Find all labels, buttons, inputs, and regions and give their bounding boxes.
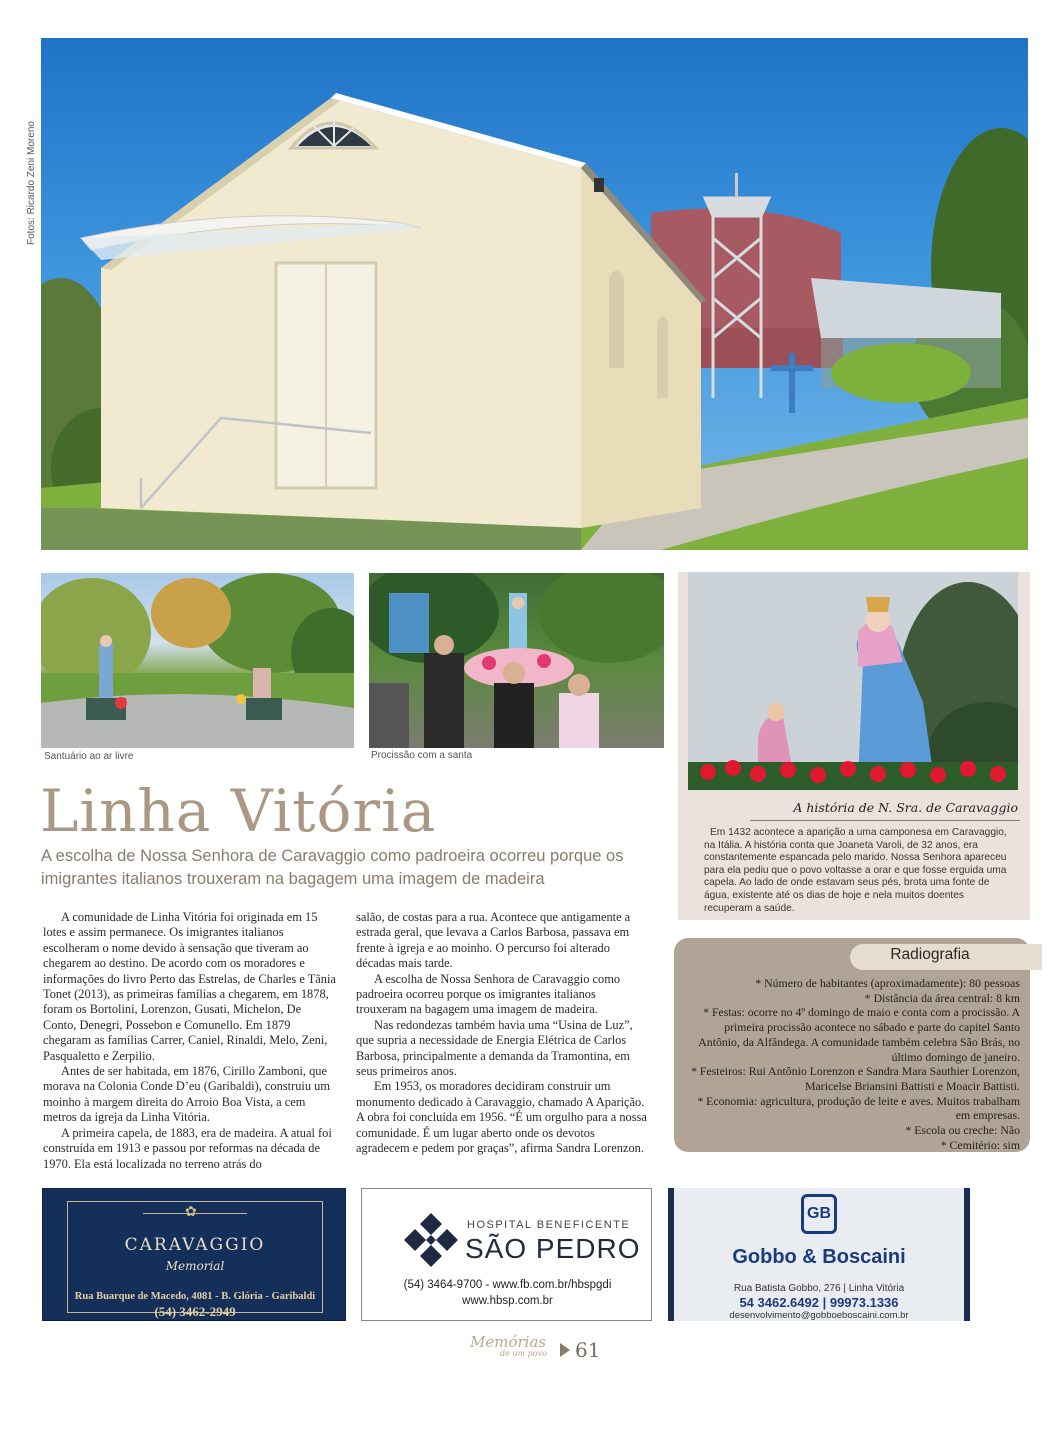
ad-gobbo-phones: 54 3462.6492 | 99973.1336 <box>739 1295 899 1310</box>
gobbo-logo-icon: GB <box>801 1194 837 1234</box>
radiografia-title: Radiografia <box>890 946 970 963</box>
page-arrow-icon <box>560 1343 570 1357</box>
page-number: 61 <box>575 1338 601 1362</box>
paragraph: Antes de ser habitada, em 1876, Cirillo Zamboni, que morava na Colonia Conde D’eu (Garibaldi), construiu um moinho à margem direita do Arroio Boa Vista, a cem metros da igreja da Linha Vitória. <box>43 1064 330 1125</box>
article-subtitle: A escolha de Nossa Senhora de Caravaggio como padroeira ocorreu porque os imigrantes italianos trouxeram na bagagem uma imagem de madeira <box>41 847 624 888</box>
ad-gobbo-email: desenvolvimento@gobboeboscaini.com.br <box>729 1310 909 1321</box>
photo-outdoor-sanctuary <box>41 573 354 748</box>
ad-hospital-sao-pedro[interactable] <box>361 1188 652 1321</box>
paragraph: Nas redondezas também havia uma “Usina de Luz”, que supria a necessidade de Energia Elétrica de Carlos Barbosa, principalmente a demanda da Tramontina, em seus primeiros anos. <box>356 1017 633 1079</box>
history-text: Em 1432 acontece a aparição a uma camponesa em Caravaggio, na Itália. A história conta que Joaneta Varoli, de 32 anos, era constantemente espancada pelo marido. Nossa Senhora apareceu para ela pediu que o povo voltasse a orar e que fosse erguida uma capela. Ao lado de onde estavam seus pés, brota uma fonte de água, existente até os dias de hoje e nela muitos doentes recuperam a saúde. <box>704 827 1007 914</box>
flower-icon: ✿ <box>185 1203 197 1219</box>
radiografia-item: * Economia: agricultura, produção de leite e aves. Muitos trabalham em empresas. <box>697 1093 1020 1123</box>
radiografia-item: * Cemitério: sim <box>940 1137 1020 1152</box>
paragraph: A escolha de Nossa Senhora de Caravaggio como padroeira ocorreu porque os imigrantes italianos trouxeram na bagagem uma imagem de madeira. <box>356 971 621 1017</box>
article-column-2 <box>356 910 649 1157</box>
photo-credit: Fotos: Ricardo Zeni Moreno <box>26 121 37 245</box>
photo-our-lady-statue <box>688 572 1018 790</box>
radiografia-item: * Festas: ocorre no 4º domingo de maio e conta com a procissão. A primeira procissão acontece no sábado e parte do capitel Santo Antônio, da Alfândega. A comunidade também celebra São Brás, no último domingo de janeiro. <box>698 1005 1020 1064</box>
caption-outdoor-sanctuary: Santuário ao ar livre <box>44 751 134 762</box>
article-column-1 <box>43 910 336 1172</box>
history-divider <box>750 820 1020 821</box>
ad-hospital-contact: (54) 3464-9700 - www.fb.com.br/hbspgdi <box>403 1279 612 1291</box>
history-title: A história de N. Sra. de Caravaggio <box>793 800 1018 815</box>
ad-gobbo-address: Rua Batista Gobbo, 276 | Linha Vitória <box>733 1283 905 1294</box>
footer-brand: Memórias <box>470 1333 547 1351</box>
ad-hospital-line1: HOSPITAL BENEFICENTE <box>467 1219 631 1231</box>
radiografia-item: * Escola ou creche: Não <box>905 1123 1020 1138</box>
article-title: Linha Vitória <box>40 777 437 845</box>
caption-procession: Procissão com a santa <box>371 750 473 761</box>
paragraph: Em 1953, os moradores decidiram construir um monumento dedicado à Caravaggio, chamado A Aparição. A obra foi concluída em 1956. “É um orgulho para a nossa comunidade. É um lugar aberto onde os devotos agradecem e pedem por graças”, afirma Sandra Lorenzon. <box>356 1079 647 1156</box>
ad-gobbo-name: Gobbo & Boscaini <box>732 1246 906 1268</box>
hero-photo-chapel <box>41 38 1028 550</box>
paragraph: A primeira capela, de 1883, era de madeira. A atual foi construída em 1913 e passou por reformas na década de 1970. Ela está localizada no terreno atrás do <box>43 1125 332 1171</box>
footer-brand-sub: de um povo <box>500 1349 547 1358</box>
radiografia-list <box>684 976 1020 1152</box>
ad-caravaggio-address: Rua Buarque de Macedo, 4081 - B. Glória - Garibaldi <box>74 1291 316 1302</box>
paragraph: salão, de costas para a rua. Acontece que antigamente a estrada geral, que levava a Carlos Barbosa, passava em frente à igreja e ao moinho. O percurso foi alterado décadas mais tarde. <box>356 910 631 971</box>
ad-caravaggio-sub: Memorial <box>165 1259 225 1273</box>
ad-gobbo-boscaini[interactable] <box>668 1188 970 1321</box>
ad-hospital-web: www.hbsp.com.br <box>462 1295 553 1307</box>
ad-caravaggio-name: CARAVAGGIO <box>124 1235 266 1255</box>
ad-caravaggio-phone: (54) 3462-2949 <box>154 1304 236 1319</box>
ad-hospital-line2: SÃO PEDRO <box>465 1233 641 1264</box>
paragraph: A comunidade de Linha Vitória foi originada em 15 lotes e assim permanece. Os imigrantes italianos escolheram o nome devido à sensação que tiveram ao chegarem ao destino. De acordo com os moradores e informações do livro Perto das Estrelas, de Charles e Tânia Tonet (2013), as primeiras famílias a chegarem, em 1878, foram os Bortolini, Lorenzon, Gusati, Michelon, De Conto, Denegri, Possebon e Comunello. Em 1879 chegaram as famílias Carrer, Caniel, Rinaldi, Melo, Zeni, Pasqualetto e Zerpilio. <box>43 910 336 1063</box>
radiografia-item: * Distância da área central: 8 km <box>864 990 1020 1005</box>
radiografia-item: * Festeiros: Rui Antônio Lorenzon e Sandra Mara Sauthier Lorenzon, Maricelse Briansini Battisti e Moacir Battisti. <box>691 1064 1020 1093</box>
ad-caravaggio-memorial[interactable] <box>42 1188 346 1321</box>
radiografia-item: * Número de habitantes (aproximadamente): 80 pessoas <box>755 976 1020 990</box>
photo-procession <box>369 573 664 748</box>
hospital-cross-icon <box>402 1211 460 1269</box>
